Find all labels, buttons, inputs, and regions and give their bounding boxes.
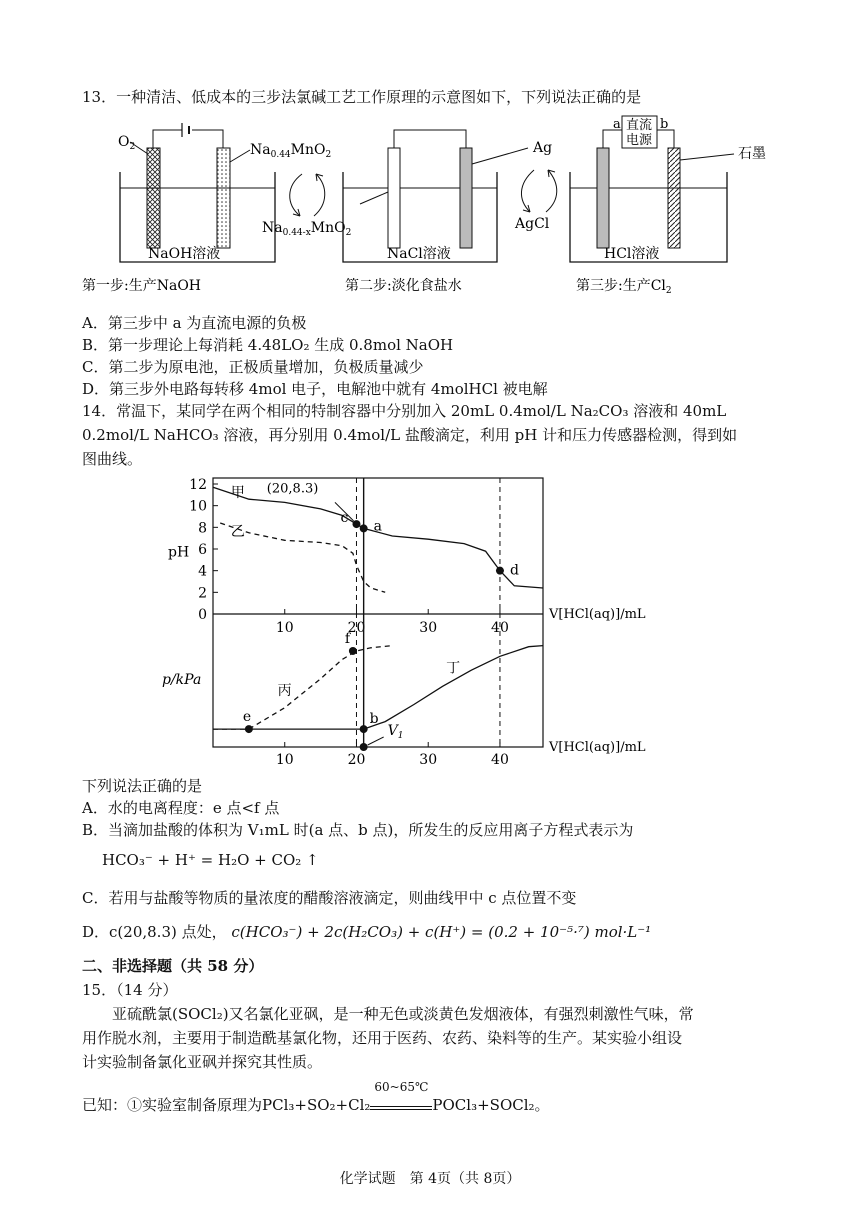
q15-para-line3: 计实验制备氯化亚砜并探究其性质。 xyxy=(82,1053,323,1071)
step2-caption: 第二步:淡化食盐水 xyxy=(345,278,462,294)
bottom-data-point xyxy=(360,725,368,733)
top-x-axis-label: V[HCl(aq)]/mL xyxy=(549,607,646,622)
products: POCl₃+SOCl₂ xyxy=(432,1096,535,1114)
q13-option-c: C．第二步为原电池，正极质量增加，负极质量减少 xyxy=(82,358,424,376)
top-y-tick-label: 6 xyxy=(198,542,207,558)
nacl-solution: NaCl溶液 xyxy=(387,246,451,262)
source-line1: 直流 xyxy=(626,118,653,133)
q14-option-b: B．当滴加盐酸的体积为 V₁mL 时(a 点、b 点)，所发生的反应用离子方程式表示为 xyxy=(82,821,634,839)
q15-para-line2: 用作脱水剂，主要用于制造酰基氯化物，还用于医药、农药、染料等的生产。某实验小组设 xyxy=(82,1029,683,1047)
step1-caption: 第一步:生产NaOH xyxy=(82,278,201,294)
bottom-point-label: b xyxy=(369,711,379,728)
annotation-label: (20,8.3) xyxy=(266,481,319,497)
top-data-point xyxy=(496,567,504,575)
bottom-x-tick-label: 40 xyxy=(491,752,509,768)
page-footer: 化学试题 第 4页（共 8页） xyxy=(339,1171,521,1187)
cell-step1 xyxy=(82,123,351,294)
q15-known xyxy=(82,1080,550,1115)
top-data-point xyxy=(352,520,360,528)
q14-option-a: A．水的电离程度：e 点<f 点 xyxy=(82,799,280,817)
top-series-line xyxy=(220,523,385,592)
known-end: 。 xyxy=(534,1096,550,1114)
q13-stem: 13．一种清洁、低成本的三步法氯碱工艺工作原理的示意图如下，下列说法正确的是 xyxy=(82,88,642,106)
top-series-name: 甲 xyxy=(230,485,245,501)
reaction-condition: 60~65℃ xyxy=(374,1080,429,1094)
top-series-line xyxy=(213,487,543,588)
top-series-name: 乙 xyxy=(230,524,245,540)
top-y-tick-label: 10 xyxy=(189,498,207,515)
q14-option-c: C．若用与盐酸等物质的量浓度的醋酸溶液滴定，则曲线甲中 c 点位置不变 xyxy=(82,889,577,907)
q13-option-a: A．第三步中 a 为直流电源的负极 xyxy=(82,314,307,332)
hcl-solution: HCl溶液 xyxy=(604,246,660,262)
top-y-tick-label: 4 xyxy=(198,563,207,580)
q14-stem-line1: 14．常温下，某同学在两个相同的特制容器中分别加入 20mL 0.4mol/L Na₂CO₃ 溶液和 40mL xyxy=(82,402,727,420)
reaction-arrow xyxy=(370,1080,432,1110)
q14-option-d-prefix: D．c(20,8.3) 点处， xyxy=(82,923,227,941)
q13-diagram xyxy=(0,112,860,302)
top-point-label: d xyxy=(509,562,519,579)
bottom-y-axis-label: p/kPa xyxy=(162,672,202,689)
bottom-series-line xyxy=(213,646,392,730)
terminal-b: b xyxy=(660,117,669,132)
q14-chart xyxy=(0,470,860,770)
cell-step3 xyxy=(570,116,766,296)
step3-caption: 第三步:生产$Cl_2$ xyxy=(576,278,672,296)
top-point-label: a xyxy=(373,518,383,535)
bottom-x-tick-label: 20 xyxy=(347,752,366,768)
reactants: PCl₃+SO₂+Cl₂ xyxy=(262,1096,371,1114)
bottom-x-tick-label: 30 xyxy=(419,752,438,768)
top-y-axis-label: pH xyxy=(168,544,190,561)
top-y-tick-label: 2 xyxy=(198,585,207,602)
q14-stem-line2: 0.2mol/L NaHCO₃ 溶液，再分别用 0.4mol/L 盐酸滴定，利用 pH 计和压力传感器检测，得到如 xyxy=(82,426,738,444)
bottom-point-label: f xyxy=(344,630,351,647)
top-point-label: c xyxy=(340,510,349,527)
bottom-series-name: 丙 xyxy=(277,682,292,699)
na044x-mno2-label: $Na_{0.44-x}MnO_2$ xyxy=(262,220,352,238)
source-line2: 电源 xyxy=(626,133,653,148)
q15-para-line1: 亚硫酰氯(SOCl₂)又名氯化亚砜，是一种无色或淡黄色发烟液体，有强烈刺激性气味，常 xyxy=(112,1005,694,1023)
q13-option-d: D．第三步外电路每转移 4mol 电子，电解池中就有 4molHCl 被电解 xyxy=(82,380,548,398)
top-x-tick-label: 30 xyxy=(419,620,438,636)
top-x-tick-label: 10 xyxy=(275,620,294,636)
bottom-series-name: 丁 xyxy=(446,660,461,677)
q15-number: 15．（14 分） xyxy=(82,981,178,999)
q14-options-intro: 下列说法正确的是 xyxy=(82,777,203,795)
agcl-label: AgCl xyxy=(515,216,550,232)
v1-pointer xyxy=(368,737,384,745)
bottom-data-point xyxy=(245,725,253,733)
q14-option-d-equation: c(HCO₃⁻) + 2c(H₂CO₃) + c(H⁺) = (0.2 + 10⁻⁵·⁷) mol·L⁻¹ xyxy=(231,923,652,941)
bottom-point-label: $V_1$ xyxy=(387,723,404,741)
naoh-solution: NaOH溶液 xyxy=(148,246,221,262)
bottom-x-axis-label: V[HCl(aq)]/mL xyxy=(549,740,646,755)
section2-title: 二、非选择题（共 58 分） xyxy=(82,957,264,975)
top-x-tick-label: 20 xyxy=(347,620,366,636)
bottom-data-point xyxy=(360,743,368,751)
top-y-tick-label: 0 xyxy=(198,607,207,623)
top-data-point xyxy=(360,524,368,532)
o2-label: $O_2$ xyxy=(118,134,136,152)
q14-option-b-equation: HCO₃⁻ + H⁺ = H₂O + CO₂ ↑ xyxy=(102,851,319,869)
q13-option-b: B．第一步理论上每消耗 4.48LO₂ 生成 0.8mol NaOH xyxy=(82,336,454,354)
na044-mno2-label: $Na_{0.44}MnO_2$ xyxy=(250,142,332,160)
top-y-tick-label: 12 xyxy=(189,477,207,493)
bottom-point-label: e xyxy=(242,709,252,726)
terminal-a: a xyxy=(613,117,621,132)
top-x-tick-label: 40 xyxy=(491,620,509,636)
bottom-data-point xyxy=(349,647,357,655)
cell-step2 xyxy=(343,130,557,294)
top-y-tick-label: 8 xyxy=(198,520,207,537)
q14-option-d xyxy=(82,921,651,942)
ag-label: Ag xyxy=(533,140,553,156)
q14-stem-line3: 图曲线。 xyxy=(82,450,143,468)
known-prefix: 已知：①实验室制备原理为 xyxy=(82,1096,263,1114)
bottom-x-tick-label: 10 xyxy=(275,752,294,768)
graphite-label: 石墨 xyxy=(738,146,766,162)
